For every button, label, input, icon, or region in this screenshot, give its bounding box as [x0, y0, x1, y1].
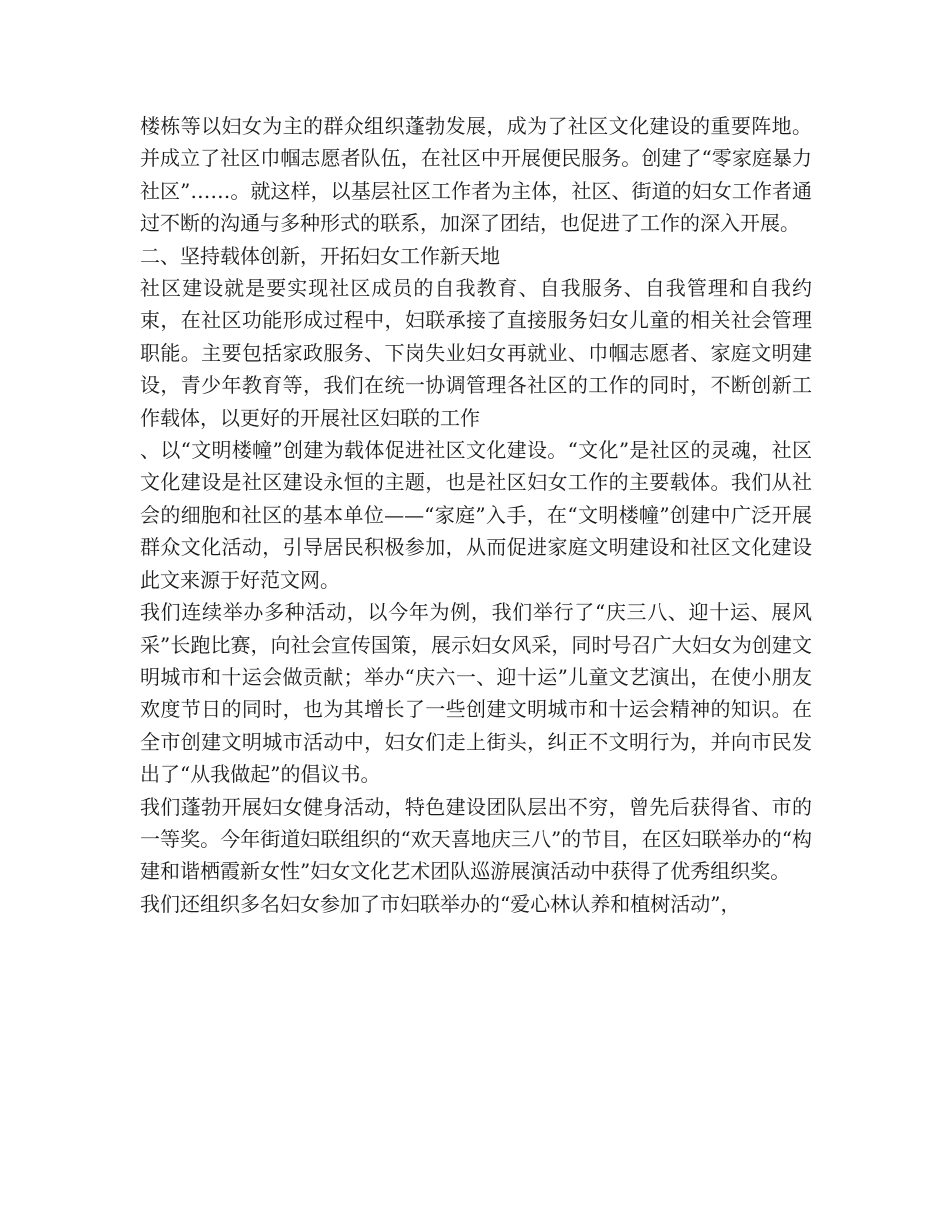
- paragraph-1: 楼栋等以妇女为主的群众组织蓬勃发展，成为了社区文化建设的重要阵地。并成立了社区巾帼志愿者队伍，在社区中开展便民服务。创建了“零家庭暴力社区”……。就这样，以基层社区工作者为主体，社区、街道的妇女工作者通过不断的沟通与多种形式的联系，加深了团结，也促进了工作的深入开展。: [140, 114, 812, 236]
- paragraph-2: 社区建设就是要实现社区成员的自我教育、自我服务、自我管理和自我约束，在社区功能形成过程中，妇联承接了直接服务妇女儿童的相关社会管理职能。主要包括家政服务、下岗失业妇女再就业、巾帼志愿者、家庭文明建设，青少年教育等，我们在统一协调管理各社区的工作的同时，不断创新工作载体，以更好的开展社区妇联的工作: [140, 276, 812, 430]
- document-page: [140, 110, 812, 920]
- paragraph-4: 我们连续举办多种活动，以今年为例，我们举行了“庆三八、迎十运、展风采”长跑比赛，向社会宣传国策，展示妇女风采，同时号召广大妇女为创建文明城市和十运会做贡献；举办“庆六一、迎十运”儿童文艺演出，在使小朋友欢度节日的同时，也为其增长了一些创建文明城市和十运会精神的知识。在全市创建文明城市活动中，妇女们走上街头，纠正不文明行为，并向市民发出了“从我做起”的倡议书。: [140, 600, 812, 787]
- section-heading: 二、坚持载体创新，开拓妇女工作新天地: [140, 243, 500, 268]
- paragraph-3: 、以“文明楼幢”创建为载体促进社区文化建设。“文化”是社区的灵魂，社区文化建设是社区建设永恒的主题，也是社区妇女工作的主要载体。我们从社会的细胞和社区的基本单位——“家庭”入手，在“文明楼幢”创建中广泛开展群众文化活动，引导居民积极参加，从而促进家庭文明建设和社区文化建设此文来源于好范文网。: [140, 438, 812, 592]
- paragraph-6: 我们还组织多名妇女参加了市妇联举办的“爱心林认养和植树活动”，: [140, 891, 741, 916]
- paragraph-5: 我们蓬勃开展妇女健身活动，特色建设团队层出不穷，曾先后获得省、市的一等奖。今年街道妇联组织的“欢天喜地庆三八”的节目，在区妇联举办的“构建和谐栖霞新女性”妇女文化艺术团队巡游展演活动中获得了优秀组织奖。: [140, 794, 812, 884]
